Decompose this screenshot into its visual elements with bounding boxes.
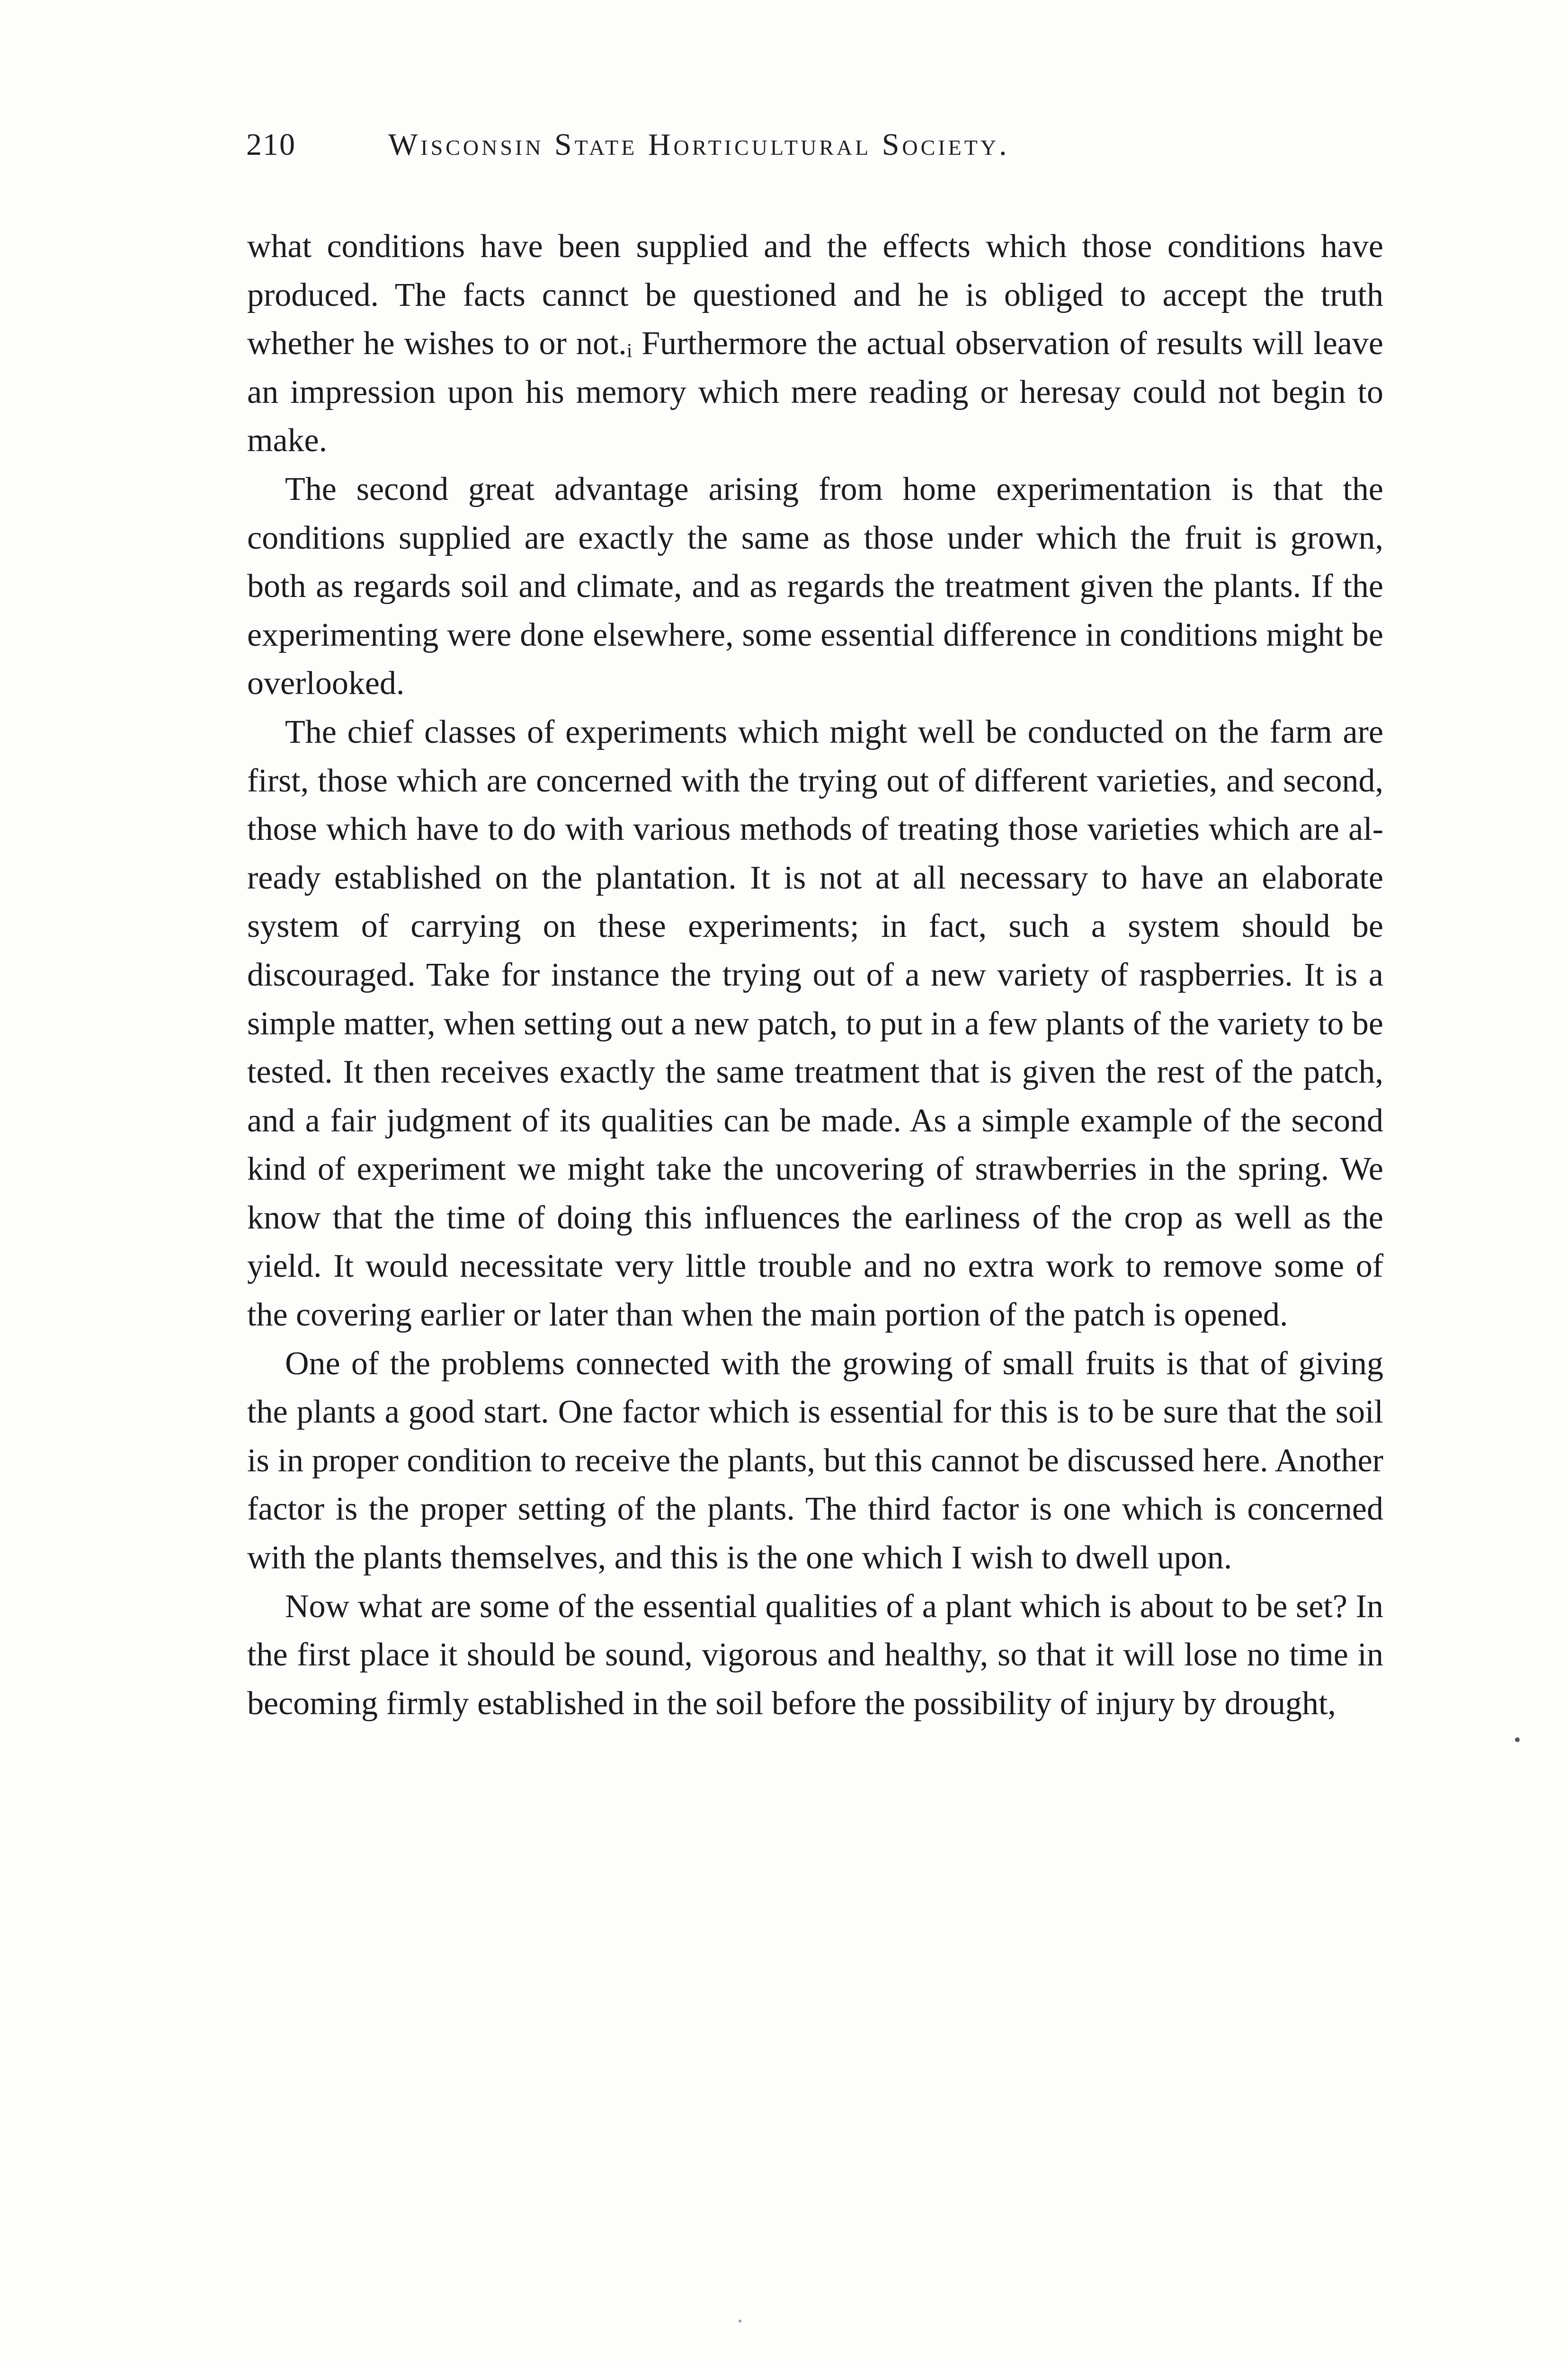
running-title: Wisconsin State Horticultural Society. bbox=[388, 127, 1010, 162]
paragraph-continued: what conditions have been supplied and the effects which those conditions have produced. The facts cannct be questioned and he is obliged to accept the truth whether he wishes to or not.ᵢ Furthermore the actual observation of results will leave an impression upon his memory which mere reading or heresay could not begin to make. bbox=[247, 228, 1383, 459]
paragraph: The second great advantage arising from home experimentation is that the conditions supplied are exactly the same as those under which the fruit is grown, both as regards soil and climate, and as regards the treatment given the plants. If the experimenting were done elsewhere, some essential difference in conditions might be overlooked. bbox=[247, 471, 1383, 702]
paragraph: One of the problems connected with the growing of small fruits is that of giving the plants a good start. One factor which is essential for this is to be sure that the soil is in proper condition to receive the plants, but this cannot be discussed here. Another factor is the proper setting of the plants. The third factor is one which is concerned with the plants themselves, and this is the one which I wish to dwell upon. bbox=[247, 1345, 1383, 1576]
paragraph: The chief classes of experiments which might well be conducted on the farm are first, those which are concerned with the trying out of different varieties, and second, those which have to do with various methods of treating those varieties which are already established on the plantation. It is not at all necessary to have an elaborate system of carrying on these experiments; in fact, such a system should be discouraged. Take for instance the trying out of a new variety of raspberries. It is a simple matter, when setting out a new patch, to put in a few plants of the variety to be tested. It then receives exactly the same treatment that is given the rest of the patch, and a fair judgment of its qualities can be made. As a simple example of the second kind of experiment we might take the uncovering of strawberries in the spring. We know that the time of doing this influences the earliness of the crop as well as the yield. It would necessitate very little trouble and no extra work to remove some of the covering earlier or later than when the main portion of the patch is opened. bbox=[247, 713, 1383, 1334]
scan-speck bbox=[1515, 1737, 1520, 1742]
scan-speck bbox=[739, 2320, 741, 2323]
body-text bbox=[247, 222, 1383, 1728]
running-head bbox=[246, 127, 1382, 179]
page-number: 210 bbox=[246, 127, 296, 162]
paragraph: Now what are some of the essential qualities of a plant which is about to be set? In the first place it should be sound, vigorous and healthy, so that it will lose no time in becoming firmly established in the soil before the possibility of injury by drought, bbox=[247, 1588, 1383, 1722]
